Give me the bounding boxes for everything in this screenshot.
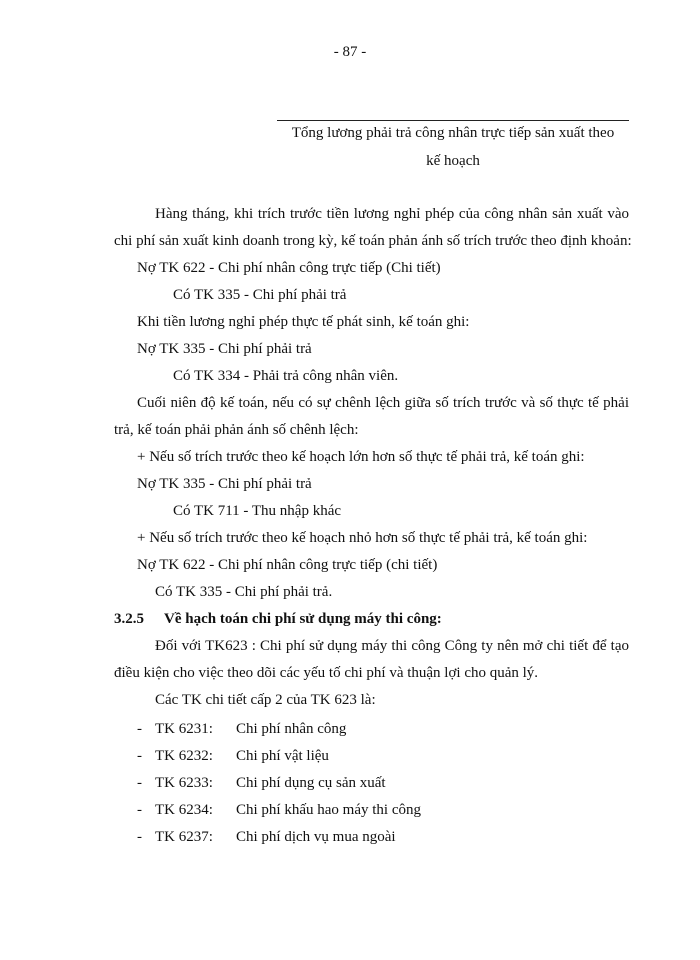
journal-entry-credit: Có TK 335 - Chi phí phải trả.	[155, 584, 333, 600]
section-title: Về hạch toán chi phí sử dụng máy thi công:	[164, 611, 442, 627]
formula-denominator-line1: Tổng lương phải trả công nhân trực tiếp sản xuất theo	[291, 125, 615, 141]
journal-entry-debit: Nợ TK 335 - Chi phí phải trả	[137, 341, 312, 357]
fraction-line	[277, 120, 629, 121]
account-name: Chi phí nhân công	[236, 721, 347, 737]
paragraph-line: chi phí sản xuất kinh doanh trong kỳ, kế toán phản ánh số trích trước theo định khoản:	[114, 233, 632, 249]
account-code: TK 6234:	[155, 802, 213, 818]
paragraph-line: Cuối niên độ kế toán, nếu có sự chênh lệch giữa số trích trước và số thực tế phải	[137, 395, 629, 411]
account-name: Chi phí dịch vụ mua ngoài	[236, 829, 396, 845]
case-line: + Nếu số trích trước theo kế hoạch lớn hơn số thực tế phải trả, kế toán ghi:	[137, 449, 585, 465]
journal-entry-debit: Nợ TK 622 - Chi phí nhân công trực tiếp (chi tiết)	[137, 557, 438, 573]
case-line: + Nếu số trích trước theo kế hoạch nhỏ hơn số thực tế phải trả, kế toán ghi:	[137, 530, 588, 546]
journal-entry-credit: Có TK 711 - Thu nhập khác	[173, 503, 342, 519]
account-name: Chi phí dụng cụ sản xuất	[236, 775, 386, 791]
account-code: TK 6231:	[155, 721, 213, 737]
paragraph-line: Đối với TK623 : Chi phí sử dụng máy thi công Công ty nên mở chi tiết để tạo	[155, 638, 629, 654]
formula-denominator-line2: kế hoạch	[426, 153, 480, 169]
journal-entry-credit: Có TK 335 - Chi phí phải trả	[173, 287, 347, 303]
section-number: 3.2.5	[114, 611, 144, 627]
paragraph-line: điều kiện cho việc theo dõi các yếu tố chi phí và thuận lợi cho quản lý.	[114, 665, 539, 681]
page-number: - 87 -	[333, 44, 367, 60]
list-bullet: -	[137, 802, 142, 818]
list-bullet: -	[137, 748, 142, 764]
account-code: TK 6237:	[155, 829, 213, 845]
journal-entry-debit: Nợ TK 622 - Chi phí nhân công trực tiếp (Chi tiết)	[137, 260, 441, 276]
paragraph-line: trả, kế toán phải phản ánh số chênh lệch:	[114, 422, 359, 438]
journal-entry-debit: Nợ TK 335 - Chi phí phải trả	[137, 476, 312, 492]
list-bullet: -	[137, 775, 142, 791]
paragraph-line: Các TK chi tiết cấp 2 của TK 623 là:	[155, 692, 376, 708]
list-bullet: -	[137, 721, 142, 737]
account-name: Chi phí khấu hao máy thi công	[236, 802, 421, 818]
account-code: TK 6233:	[155, 775, 213, 791]
paragraph-line: Khi tiền lương nghỉ phép thực tế phát sinh, kế toán ghi:	[137, 314, 470, 330]
list-bullet: -	[137, 829, 142, 845]
account-name: Chi phí vật liệu	[236, 748, 329, 764]
journal-entry-credit: Có TK 334 - Phải trả công nhân viên.	[173, 368, 399, 384]
paragraph-line: Hàng tháng, khi trích trước tiền lương nghỉ phép của công nhân sản xuất vào	[155, 206, 629, 222]
account-code: TK 6232:	[155, 748, 213, 764]
